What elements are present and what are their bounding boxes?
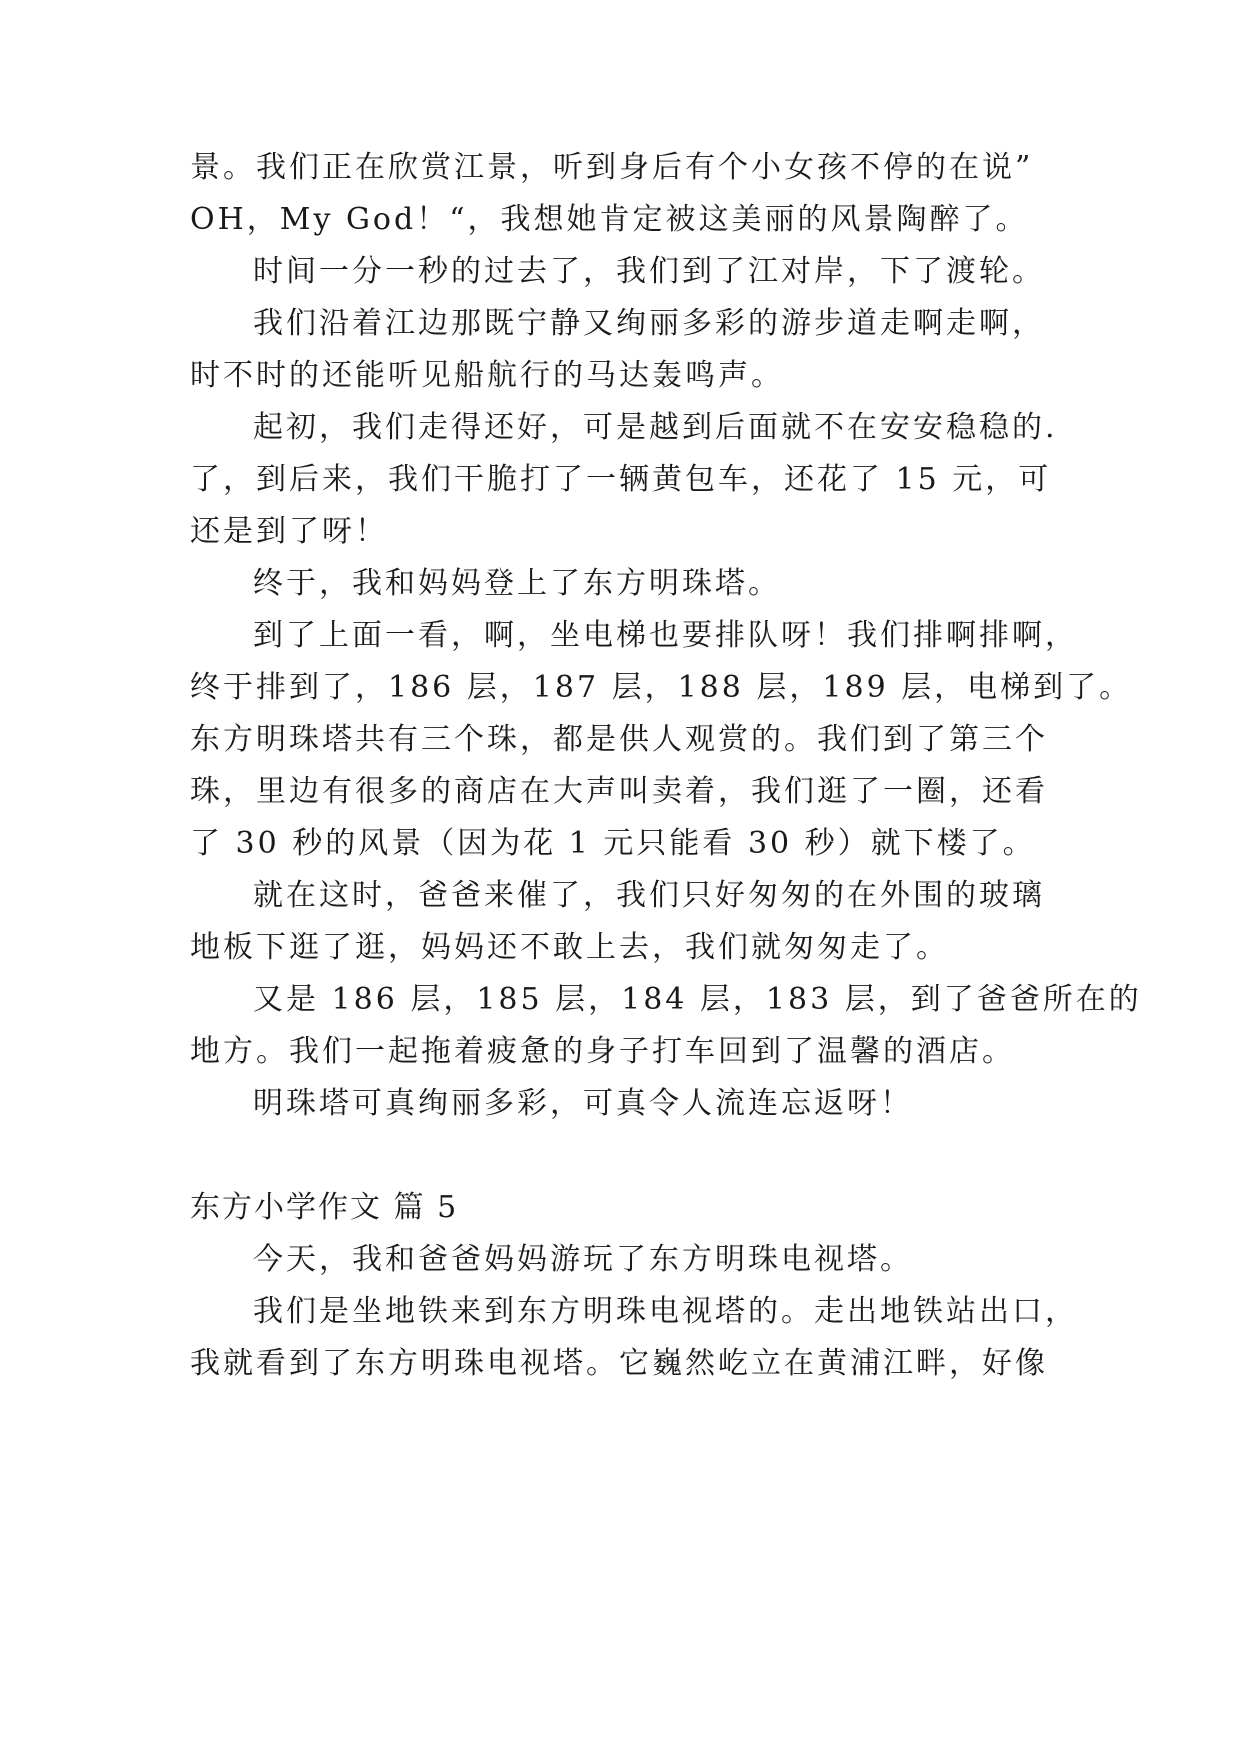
text-line: 东方明珠塔共有三个珠，都是供人观赏的。我们到了第三个 bbox=[190, 722, 1048, 757]
paragraph-start: 明珠塔可真绚丽多彩，可真令人流连忘返呀！ bbox=[253, 1086, 913, 1121]
text-line: 珠，里边有很多的商店在大声叫卖着，我们逛了一圈，还看 bbox=[190, 774, 1048, 809]
text-line: 终于排到了，186 层，187 层，188 层，189 层，电梯到了。 bbox=[190, 670, 1133, 705]
text-line: 地板下逛了逛，妈妈还不敢上去，我们就匆匆走了。 bbox=[190, 930, 949, 965]
text-line: 时不时的还能听见船航行的马达轰鸣声。 bbox=[190, 358, 784, 393]
text-line: 了，到后来，我们干脆打了一辆黄包车，还花了 15 元，可 bbox=[190, 462, 1052, 497]
paragraph-start: 我们沿着江边那既宁静又绚丽多彩的游步道走啊走啊， bbox=[253, 306, 1045, 341]
paragraph-start: 我们是坐地铁来到东方明珠电视塔的。走出地铁站出口， bbox=[253, 1294, 1078, 1329]
section-heading: 东方小学作文 篇 5 bbox=[190, 1190, 459, 1225]
text-line: 景。我们正在欣赏江景，听到身后有个小女孩不停的在说” bbox=[190, 150, 1034, 185]
paragraph-start: 今天，我和爸爸妈妈游玩了东方明珠电视塔。 bbox=[253, 1242, 913, 1277]
text-line: 还是到了呀！ bbox=[190, 514, 388, 549]
paragraph-start: 到了上面一看，啊，坐电梯也要排队呀！我们排啊排啊， bbox=[253, 618, 1078, 653]
text-line: 我就看到了东方明珠电视塔。它巍然屹立在黄浦江畔，好像 bbox=[190, 1346, 1048, 1381]
paragraph-start: 时间一分一秒的过去了，我们到了江对岸，下了渡轮。 bbox=[253, 254, 1045, 289]
text-line: OH，My God！“，我想她肯定被这美丽的风景陶醉了。 bbox=[190, 202, 1029, 237]
paragraph-start: 又是 186 层，185 层，184 层，183 层，到了爸爸所在的 bbox=[253, 982, 1142, 1017]
paragraph-start: 终于，我和妈妈登上了东方明珠塔。 bbox=[253, 566, 781, 601]
text-line: 了 30 秒的风景（因为花 1 元只能看 30 秒）就下楼了。 bbox=[190, 826, 1036, 861]
paragraph-start: 就在这时，爸爸来催了，我们只好匆匆的在外围的玻璃 bbox=[253, 878, 1045, 913]
text-line: 地方。我们一起拖着疲惫的身子打车回到了温馨的酒店。 bbox=[190, 1034, 1015, 1069]
paragraph-start: 起初，我们走得还好，可是越到后面就不在安安稳稳的. bbox=[253, 410, 1058, 445]
